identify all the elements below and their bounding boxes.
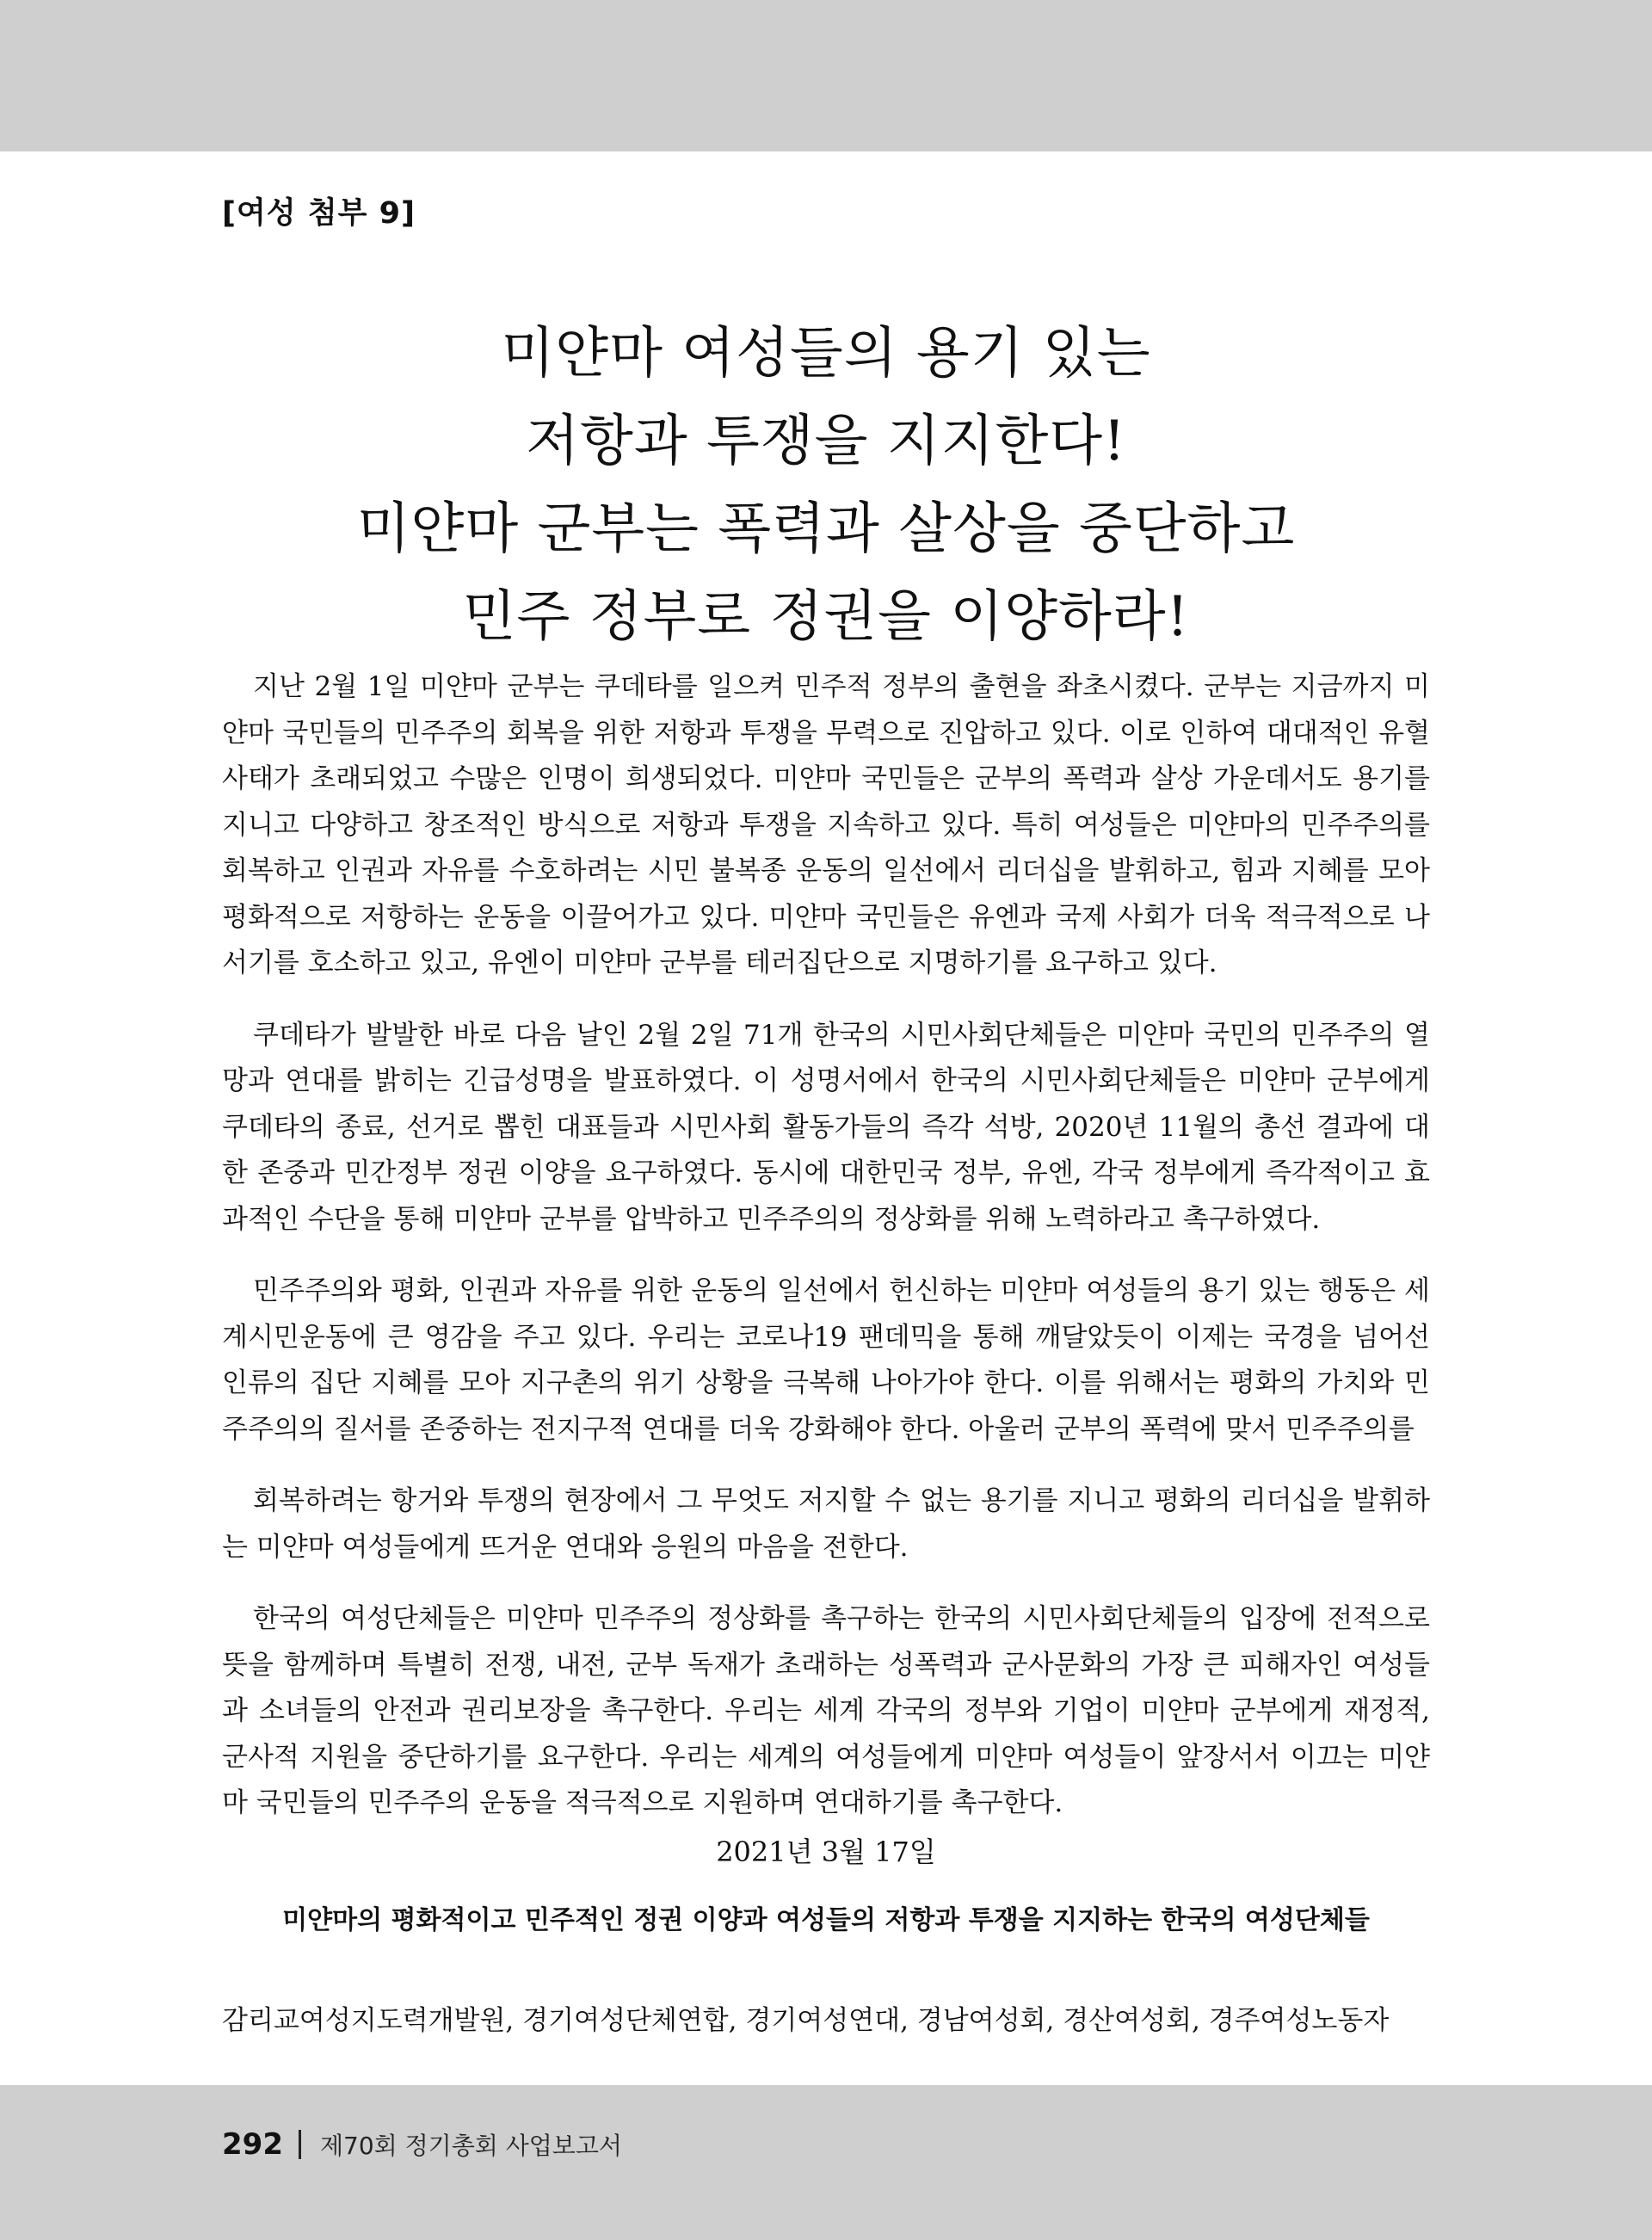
section-tag: [여성 첨부 9] [222,196,416,231]
member-organizations: 감리교여성지도력개발원, 경기여성단체연합, 경기여성연대, 경남여성회, 경산여성회, 경주여성노동자 [222,2005,1390,2036]
statement-body [222,664,1430,1853]
page-number: 292 [222,2127,283,2162]
title-line: 미얀마 군부는 폭력과 살상을 중단하고 [356,497,1296,561]
title-line: 미얀마 여성들의 용기 있는 [501,322,1151,386]
body-paragraph: 민주주의와 평화, 인권과 자유를 위한 운동의 일선에서 헌신하는 미얀마 여성들의 용기 있는 행동은 세계시민운동에 큰 영감을 주고 있다. 우리는 코로나19 팬데믹을 통해 깨달았듯이 이제는 국경을 넘어선 인류의 집단 지혜를 모아 지구촌의 위기 상황을 극복해 나아가야 한다. 이를 위해서는 평화의 가치와 민주주의의 질서를 존중하는 전지구적 연대를 더욱 강화해야 한다. 아울러 군부의 폭력에 맞서 민주주의를 [222,1275,1430,1445]
statement-title [0,310,1652,661]
signatory: 미얀마의 평화적이고 민주적인 정권 이양과 여성들의 저항과 투쟁을 지지하는 한국의 여성단체들 [282,1905,1370,1935]
body-paragraph: 회복하려는 항거와 투쟁의 현장에서 그 무엇도 저지할 수 없는 용기를 지니고 평화의 리더십을 발휘하는 미얀마 여성들에게 뜨거운 연대와 응원의 마음을 전한다. [222,1485,1430,1563]
title-line: 민주 정부로 정권을 이양하라! [462,585,1190,649]
body-paragraph: 쿠데타가 발발한 바로 다음 날인 2월 2일 71개 한국의 시민사회단체들은 미얀마 국민의 민주주의 열망과 연대를 밝히는 긴급성명을 발표하였다. 이 성명서에서 한국의 시민사회단체들은 미얀마 군부에게 쿠데타의 종료, 선거로 뽑힌 대표들과 시민사회 활동가들의 즉각 석방, 2020년 11월의 총선 결과에 대한 존중과 민간정부 정권 이양을 요구하였다. 동시에 대한민국 정부, 유엔, 각국 정부에게 즉각적이고 효과적인 수단을 통해 미얀마 군부를 압박하고 민주주의의 정상화를 위해 노력하라고 촉구하였다. [222,1019,1430,1235]
footer-band [0,2085,1652,2240]
report-name: 제70회 정기총회 사업보고서 [319,2132,622,2160]
statement-date: 2021년 3월 17일 [716,1836,936,1868]
footer-divider [299,2130,301,2159]
title-line: 저항과 투쟁을 지지한다! [526,410,1126,473]
body-paragraph: 지난 2월 1일 미얀마 군부는 쿠데타를 일으켜 민주적 정부의 출현을 좌초시켰다. 군부는 지금까지 미얀마 국민들의 민주주의 회복을 위한 저항과 투쟁을 무력으로 진압하고 있다. 이로 인하여 대대적인 유혈사태가 초래되었고 수많은 인명이 희생되었다. 미얀마 국민들은 군부의 폭력과 살상 가운데서도 용기를 지니고 다양하고 창조적인 방식으로 저항과 투쟁을 지속하고 있다. 특히 여성들은 미얀마의 민주주의를 회복하고 인권과 자유를 수호하려는 시민 불복종 운동의 일선에서 리더십을 발휘하고, 힘과 지혜를 모아 평화적으로 저항하는 운동을 이끌어가고 있다. 미얀마 국민들은 유엔과 국제 사회가 더욱 적극적으로 나서기를 호소하고 있고, 유엔이 미얀마 군부를 테러집단으로 지명하기를 요구하고 있다. [222,671,1430,978]
signoff [222,1833,1430,1940]
page-footer [222,2127,622,2162]
body-paragraph: 한국의 여성단체들은 미얀마 민주주의 정상화를 촉구하는 한국의 시민사회단체들의 입장에 전적으로 뜻을 함께하며 특별히 전쟁, 내전, 군부 독재가 초래하는 성폭력과 군사문화의 가장 큰 피해자인 여성들과 소녀들의 안전과 권리보장을 촉구한다. 우리는 세계 각국의 정부와 기업이 미얀마 군부에게 재정적, 군사적 지원을 중단하기를 요구한다. 우리는 세계의 여성들에게 미얀마 여성들이 앞장서서 이끄는 미얀마 국민들의 민주주의 운동을 적극적으로 지원하며 연대하기를 촉구한다. [222,1603,1430,1818]
header-band [0,0,1652,151]
